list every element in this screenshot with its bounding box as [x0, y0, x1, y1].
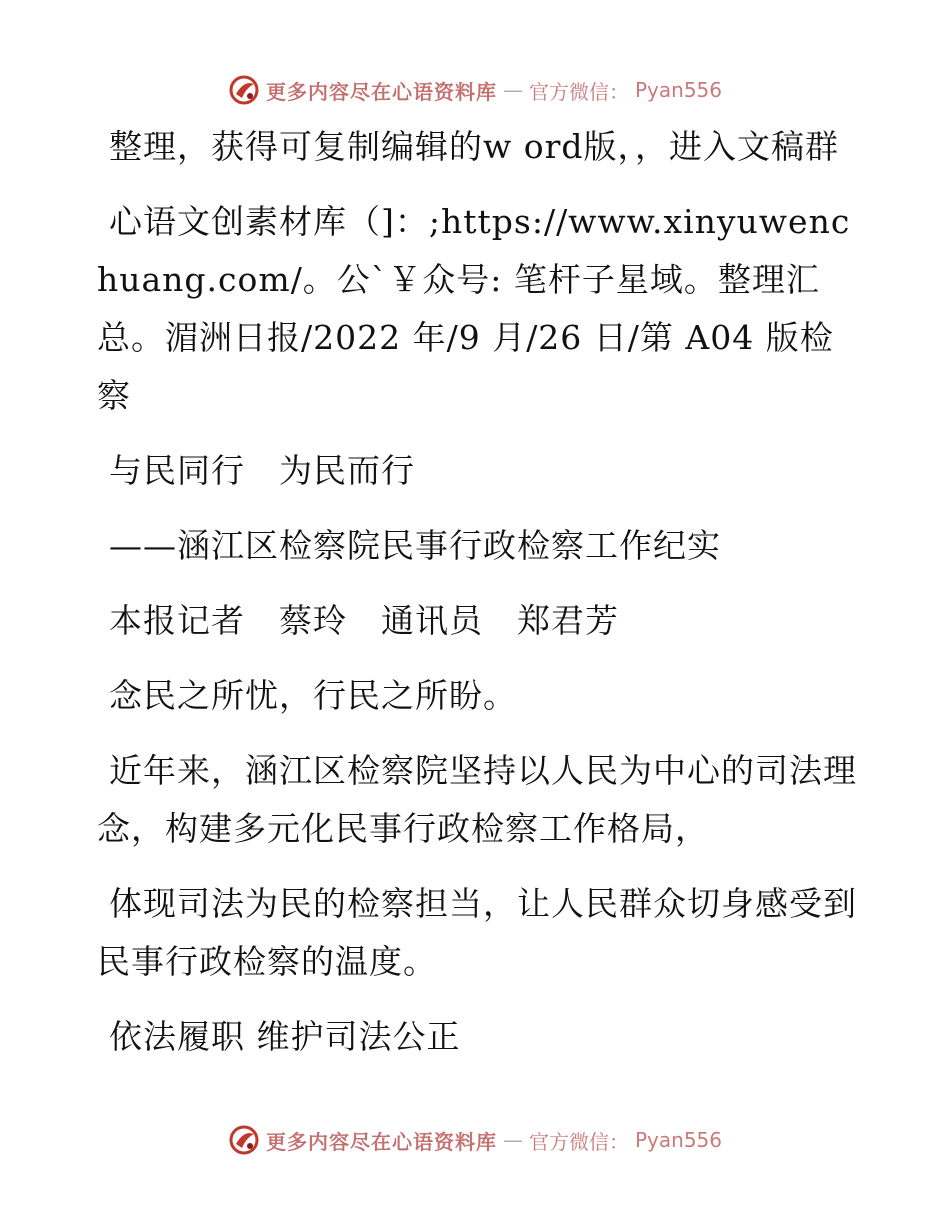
logo-icon: [228, 1124, 260, 1156]
article-subtitle: ——涵江区检察院民事行政检察工作纪实: [109, 526, 721, 565]
document-body: [97, 118, 857, 1083]
banner-content: [228, 1124, 722, 1156]
banner-wechat-id: Pyan556: [634, 78, 722, 102]
paragraph-lead: 念民之所忧，行民之所盼。: [109, 676, 517, 715]
banner-wechat-label: 官方微信：: [528, 79, 629, 104]
banner-site-text: 更多内容尽在心语资料库: [265, 1129, 497, 1154]
logo-icon: [228, 74, 260, 106]
paragraph-source: 心语文创素材库（]：;https://www.xinyuwenchuang.com/。公`￥众号: 笔杆子星域。整理汇总。湄洲日报/2022 年/9 月/26 日/第 A04 版检察: [97, 202, 851, 415]
section-heading: 依法履职 维护司法公正: [109, 1017, 461, 1056]
banner-dash: —: [502, 1128, 523, 1152]
banner-site-text: 更多内容尽在心语资料库: [265, 79, 497, 104]
paragraph-intro: 整理，获得可复制编辑的w ord版，，进入文稿群: [109, 127, 840, 166]
banner-dash: —: [502, 78, 523, 102]
article-title: 与民同行 为民而行: [109, 451, 415, 490]
article-byline: 本报记者 蔡玲 通讯员 郑君芳: [109, 601, 619, 640]
header-banner: [0, 70, 950, 110]
paragraph-body-1: 近年来，涵江区检察院坚持以人民为中心的司法理念，构建多元化民事行政检察工作格局，: [97, 751, 857, 848]
paragraph-body-2: 体现司法为民的检察担当，让人民群众切身感受到民事行政检察的温度。: [97, 884, 857, 981]
banner-content: [228, 74, 722, 106]
banner-wechat-id: Pyan556: [634, 1128, 722, 1152]
banner-wechat-label: 官方微信：: [528, 1129, 629, 1154]
footer-banner: [0, 1120, 950, 1160]
